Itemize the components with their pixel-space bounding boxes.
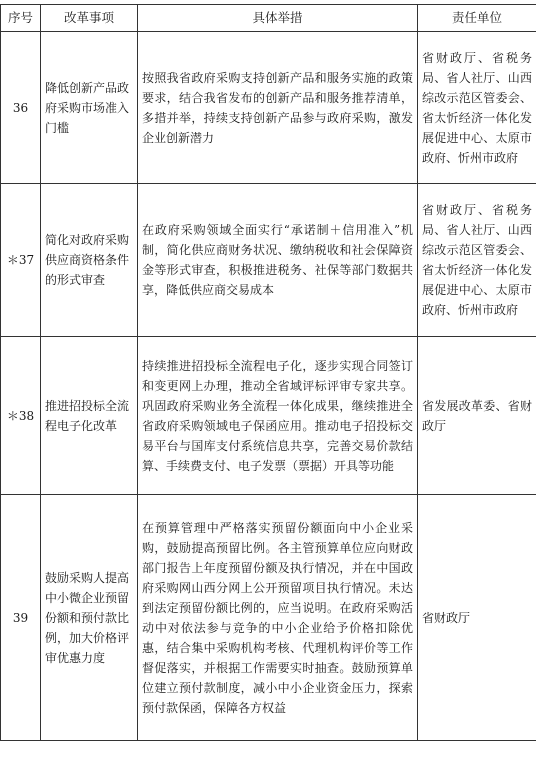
row-measures: 持续推进招投标全流程电子化，逐步实现合同签订和变更网上办理，推动全省域评标评审专家共享。巩固政府采购业务全流程一体化成果，继续推进全省政府采购领域电子保函应用。推动电子招投标交易平台与国库支付系统信息共享，完善交易价款结算、手续费支付、电子发票（票据）开具等功能 xyxy=(138,337,418,495)
row-measures: 在政府采购领域全面实行“承诺制＋信用准入”机制，简化供应商财务状况、缴纳税收和社会保障资金等形式审查，积极推进税务、社保等部门数据共享，降低供应商交易成本 xyxy=(138,184,418,337)
row-reform-item: 降低创新产品政府采购市场准入门槛 xyxy=(41,32,138,184)
row-reform-item: 简化对政府采购供应商资格条件的形式审查 xyxy=(41,184,138,337)
row-serial: 36 xyxy=(1,32,41,184)
table-row xyxy=(1,184,536,337)
row-serial: ＊37 xyxy=(1,184,41,337)
row-responsible-unit: 省发展改革委、省财政厅 xyxy=(418,337,536,495)
row-serial: 39 xyxy=(1,495,41,741)
header-measures: 具体举措 xyxy=(138,5,418,32)
table-header-row xyxy=(1,5,536,32)
row-reform-item: 推进招投标全流程电子化改革 xyxy=(41,337,138,495)
table-row xyxy=(1,32,536,184)
header-serial: 序号 xyxy=(1,5,41,32)
row-responsible-unit: 省财政厅、省税务局、省人社厅、山西综改示范区管委会、省太忻经济一体化发展促进中心、太原市政府、忻州市政府 xyxy=(418,32,536,184)
header-responsible-unit: 责任单位 xyxy=(418,5,536,32)
table-row xyxy=(1,337,536,495)
row-measures: 按照我省政府采购支持创新产品和服务实施的政策要求，结合我省发布的创新产品和服务推荐清单，多措并举，持续支持创新产品参与政府采购，激发企业创新潜力 xyxy=(138,32,418,184)
reform-measures-table xyxy=(0,4,536,741)
row-responsible-unit: 省财政厅、省税务局、省人社厅、山西综改示范区管委会、省太忻经济一体化发展促进中心、太原市政府、忻州市政府 xyxy=(418,184,536,337)
header-reform-item: 改革事项 xyxy=(41,5,138,32)
row-responsible-unit: 省财政厅 xyxy=(418,495,536,741)
row-serial: ＊38 xyxy=(1,337,41,495)
row-reform-item: 鼓励采购人提高中小微企业预留份额和预付款比例，加大价格评审优惠力度 xyxy=(41,495,138,741)
table-row xyxy=(1,495,536,741)
row-measures: 在预算管理中严格落实预留份额面向中小企业采购，鼓励提高预留比例。各主管预算单位应向财政部门报告上年度预留份额及执行情况，并在中国政府采购网山西分网上公开预留项目执行情况。未达到法定预留份额比例的，应当说明。在政府采购活动中对依法参与竞争的中小企业给予价格扣除优惠，结合集中采购机构考核、代理机构评价等工作督促落实，并根据工作需要实时抽查。鼓励预算单位建立预付款制度，减小中小企业资金压力，探索预付款保函，保障各方权益 xyxy=(138,495,418,741)
